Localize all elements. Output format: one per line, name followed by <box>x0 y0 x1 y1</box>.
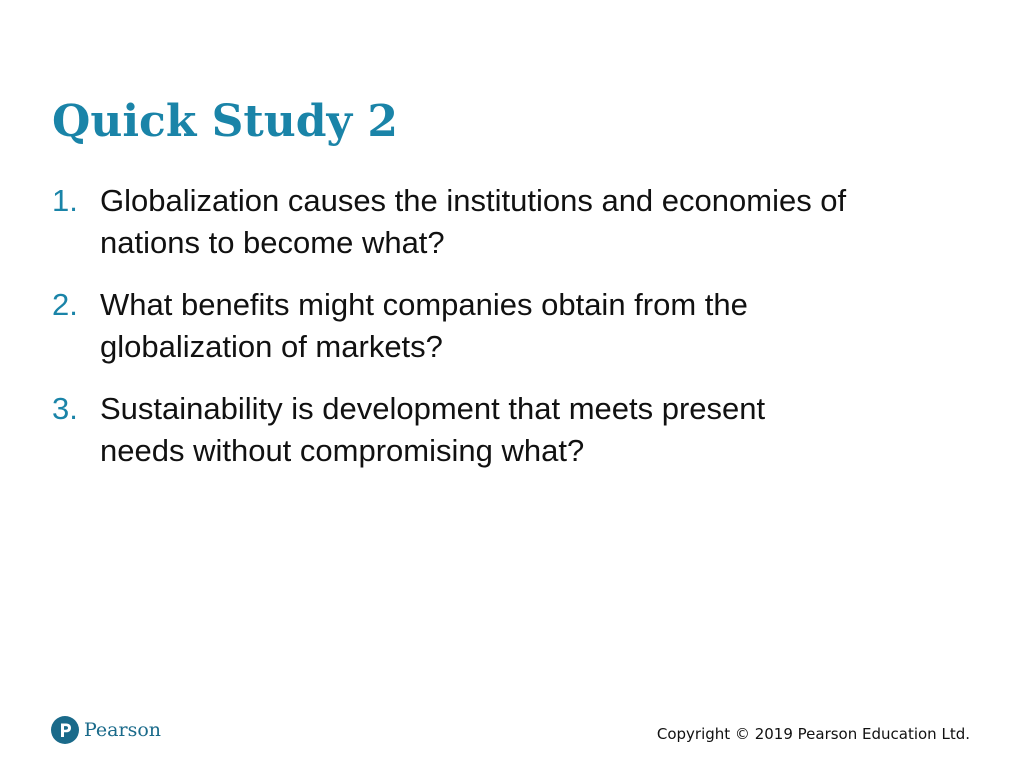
logo-wordmark: Pearson <box>84 719 162 741</box>
question-text-line: What benefits might companies obtain from the <box>100 287 748 322</box>
question-text-line: Sustainability is development that meets present <box>100 391 766 426</box>
question-item <box>52 284 952 368</box>
question-item <box>52 388 952 472</box>
question-text <box>100 388 952 472</box>
question-text-line: Globalization causes the institutions and economies of <box>100 183 847 218</box>
question-text-line: nations to become what? <box>100 225 445 260</box>
question-number: 2. <box>52 287 78 322</box>
question-text <box>100 180 952 264</box>
question-number: 1. <box>52 183 78 218</box>
slide-title: Quick Study 2 <box>52 96 398 147</box>
question-number: 3. <box>52 391 78 426</box>
question-item <box>52 180 952 264</box>
question-text-line: globalization of markets? <box>100 329 443 364</box>
question-text-line: needs without compromising what? <box>100 433 585 468</box>
question-text <box>100 284 952 368</box>
pearson-logo <box>51 714 161 746</box>
copyright-notice: Copyright © 2019 Pearson Education Ltd. <box>656 725 970 743</box>
question-list <box>52 180 952 492</box>
pearson-p-icon <box>51 716 79 744</box>
